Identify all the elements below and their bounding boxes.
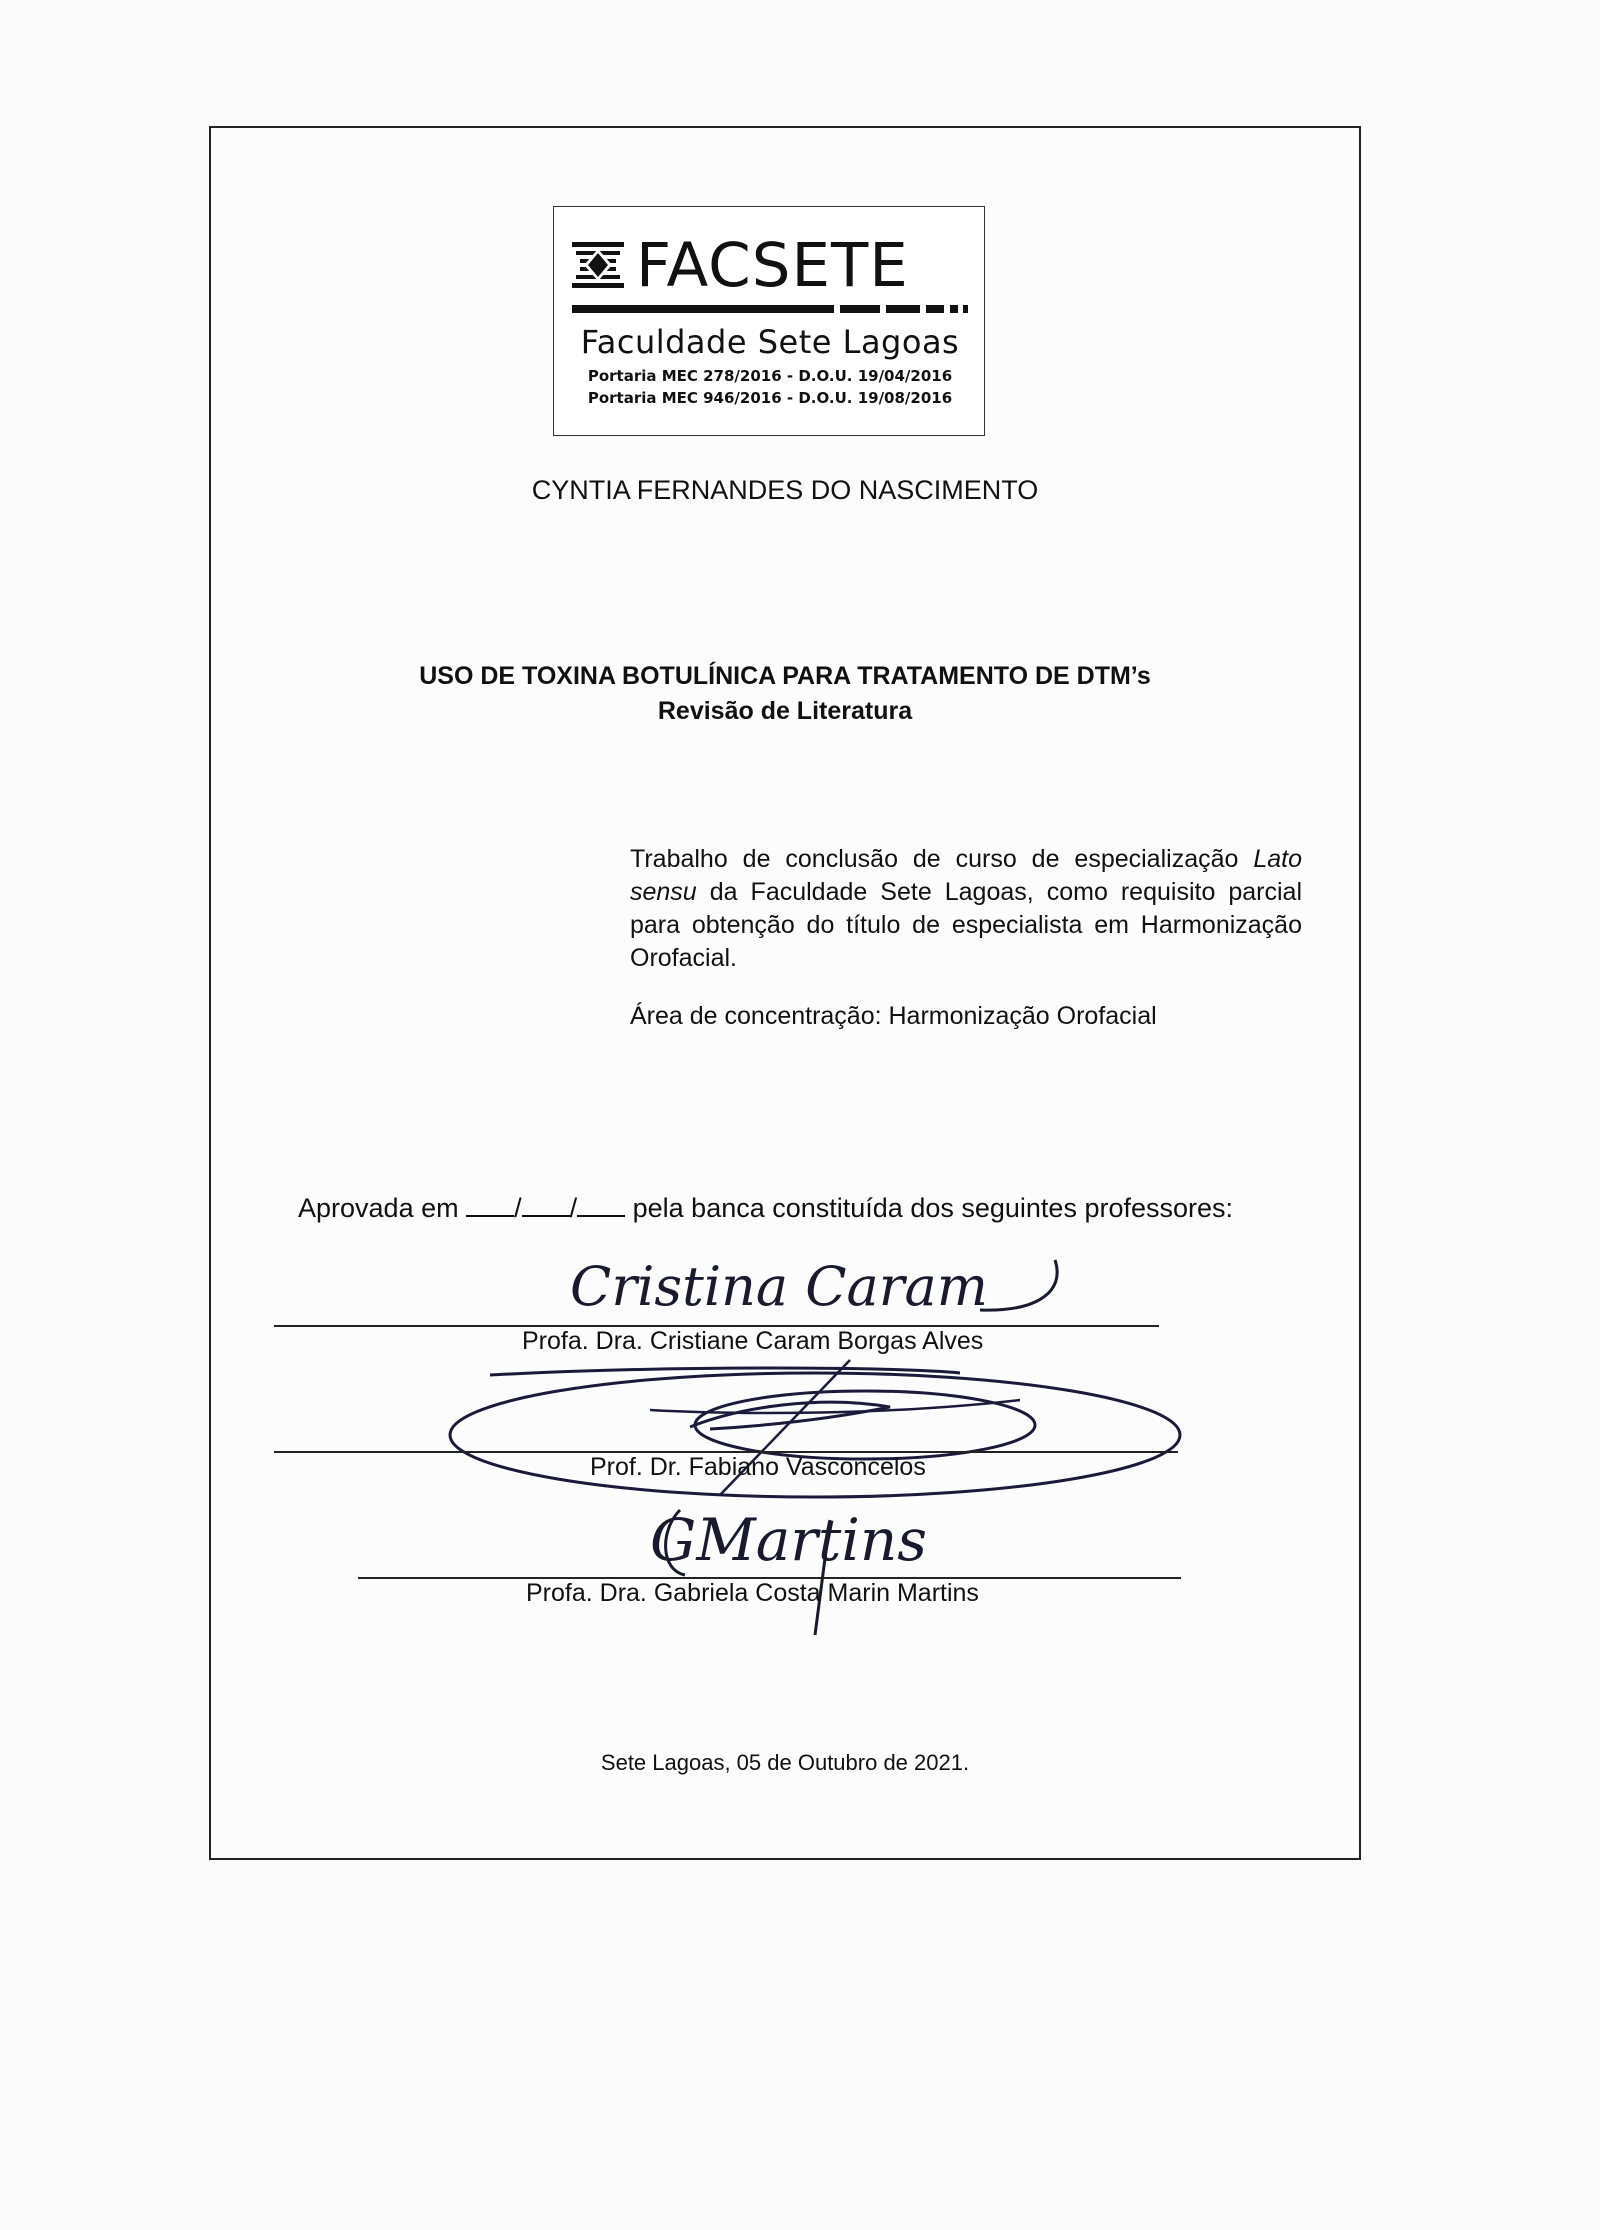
facsete-emblem-icon <box>572 240 624 290</box>
logo-portaria-1: Portaria MEC 278/2016 - D.O.U. 19/04/2016 <box>587 367 953 385</box>
document-title: USO DE TOXINA BOTULÍNICA PARA TRATAMENTO DE DTM’s <box>419 662 1151 690</box>
signature-fabiano <box>420 1355 1200 1505</box>
date-separator-2: / <box>569 1193 578 1223</box>
svg-text:GMartins: GMartins <box>650 1506 928 1574</box>
svg-text:Cristina Caram: Cristina Caram <box>570 1255 988 1318</box>
description-italic: Lato sensu <box>630 845 1302 906</box>
logo-portaria-2: Portaria MEC 946/2016 - D.O.U. 19/08/2016 <box>587 389 953 407</box>
examiner-name-3: Profa. Dra. Gabriela Costa Marin Martins <box>526 1579 979 1607</box>
author-name: CYNTIA FERNANDES DO NASCIMENTO <box>531 475 1039 505</box>
signature-gabriela <box>640 1490 930 1640</box>
description-text: Trabalho de conclusão de curso de especialização <box>630 845 1254 873</box>
examiner-name-2: Prof. Dr. Fabiano Vasconcelos <box>590 1453 926 1481</box>
concentration-area: Área de concentração: Harmonização Orofacial <box>630 1002 1157 1030</box>
facsete-logo <box>553 206 985 436</box>
approval-prefix: Aprovada em <box>298 1193 467 1223</box>
logo-name: FACSETE <box>636 229 909 301</box>
description-paragraph <box>630 843 1302 975</box>
logo-subtitle: Faculdade Sete Lagoas <box>580 323 960 361</box>
logo-divider-bar <box>572 305 968 313</box>
document-subtitle: Revisão de Literatura <box>657 697 913 725</box>
approval-line <box>298 1191 1233 1224</box>
approval-suffix: pela banca constituída dos seguintes professores: <box>625 1193 1234 1223</box>
signature-cristiane <box>560 1250 1080 1330</box>
examiner-name-1: Profa. Dra. Cristiane Caram Borgas Alves <box>522 1327 984 1355</box>
date-separator-1: / <box>514 1193 522 1223</box>
description-text-end: da Faculdade Sete Lagoas, como requisito parcial para obtenção do título de especialista em Harmonização Orofacial. <box>630 878 1302 972</box>
day-blank <box>466 1191 514 1217</box>
month-blank <box>522 1191 570 1217</box>
year-blank <box>577 1191 625 1217</box>
place-date: Sete Lagoas, 05 de Outubro de 2021. <box>600 1750 970 1775</box>
